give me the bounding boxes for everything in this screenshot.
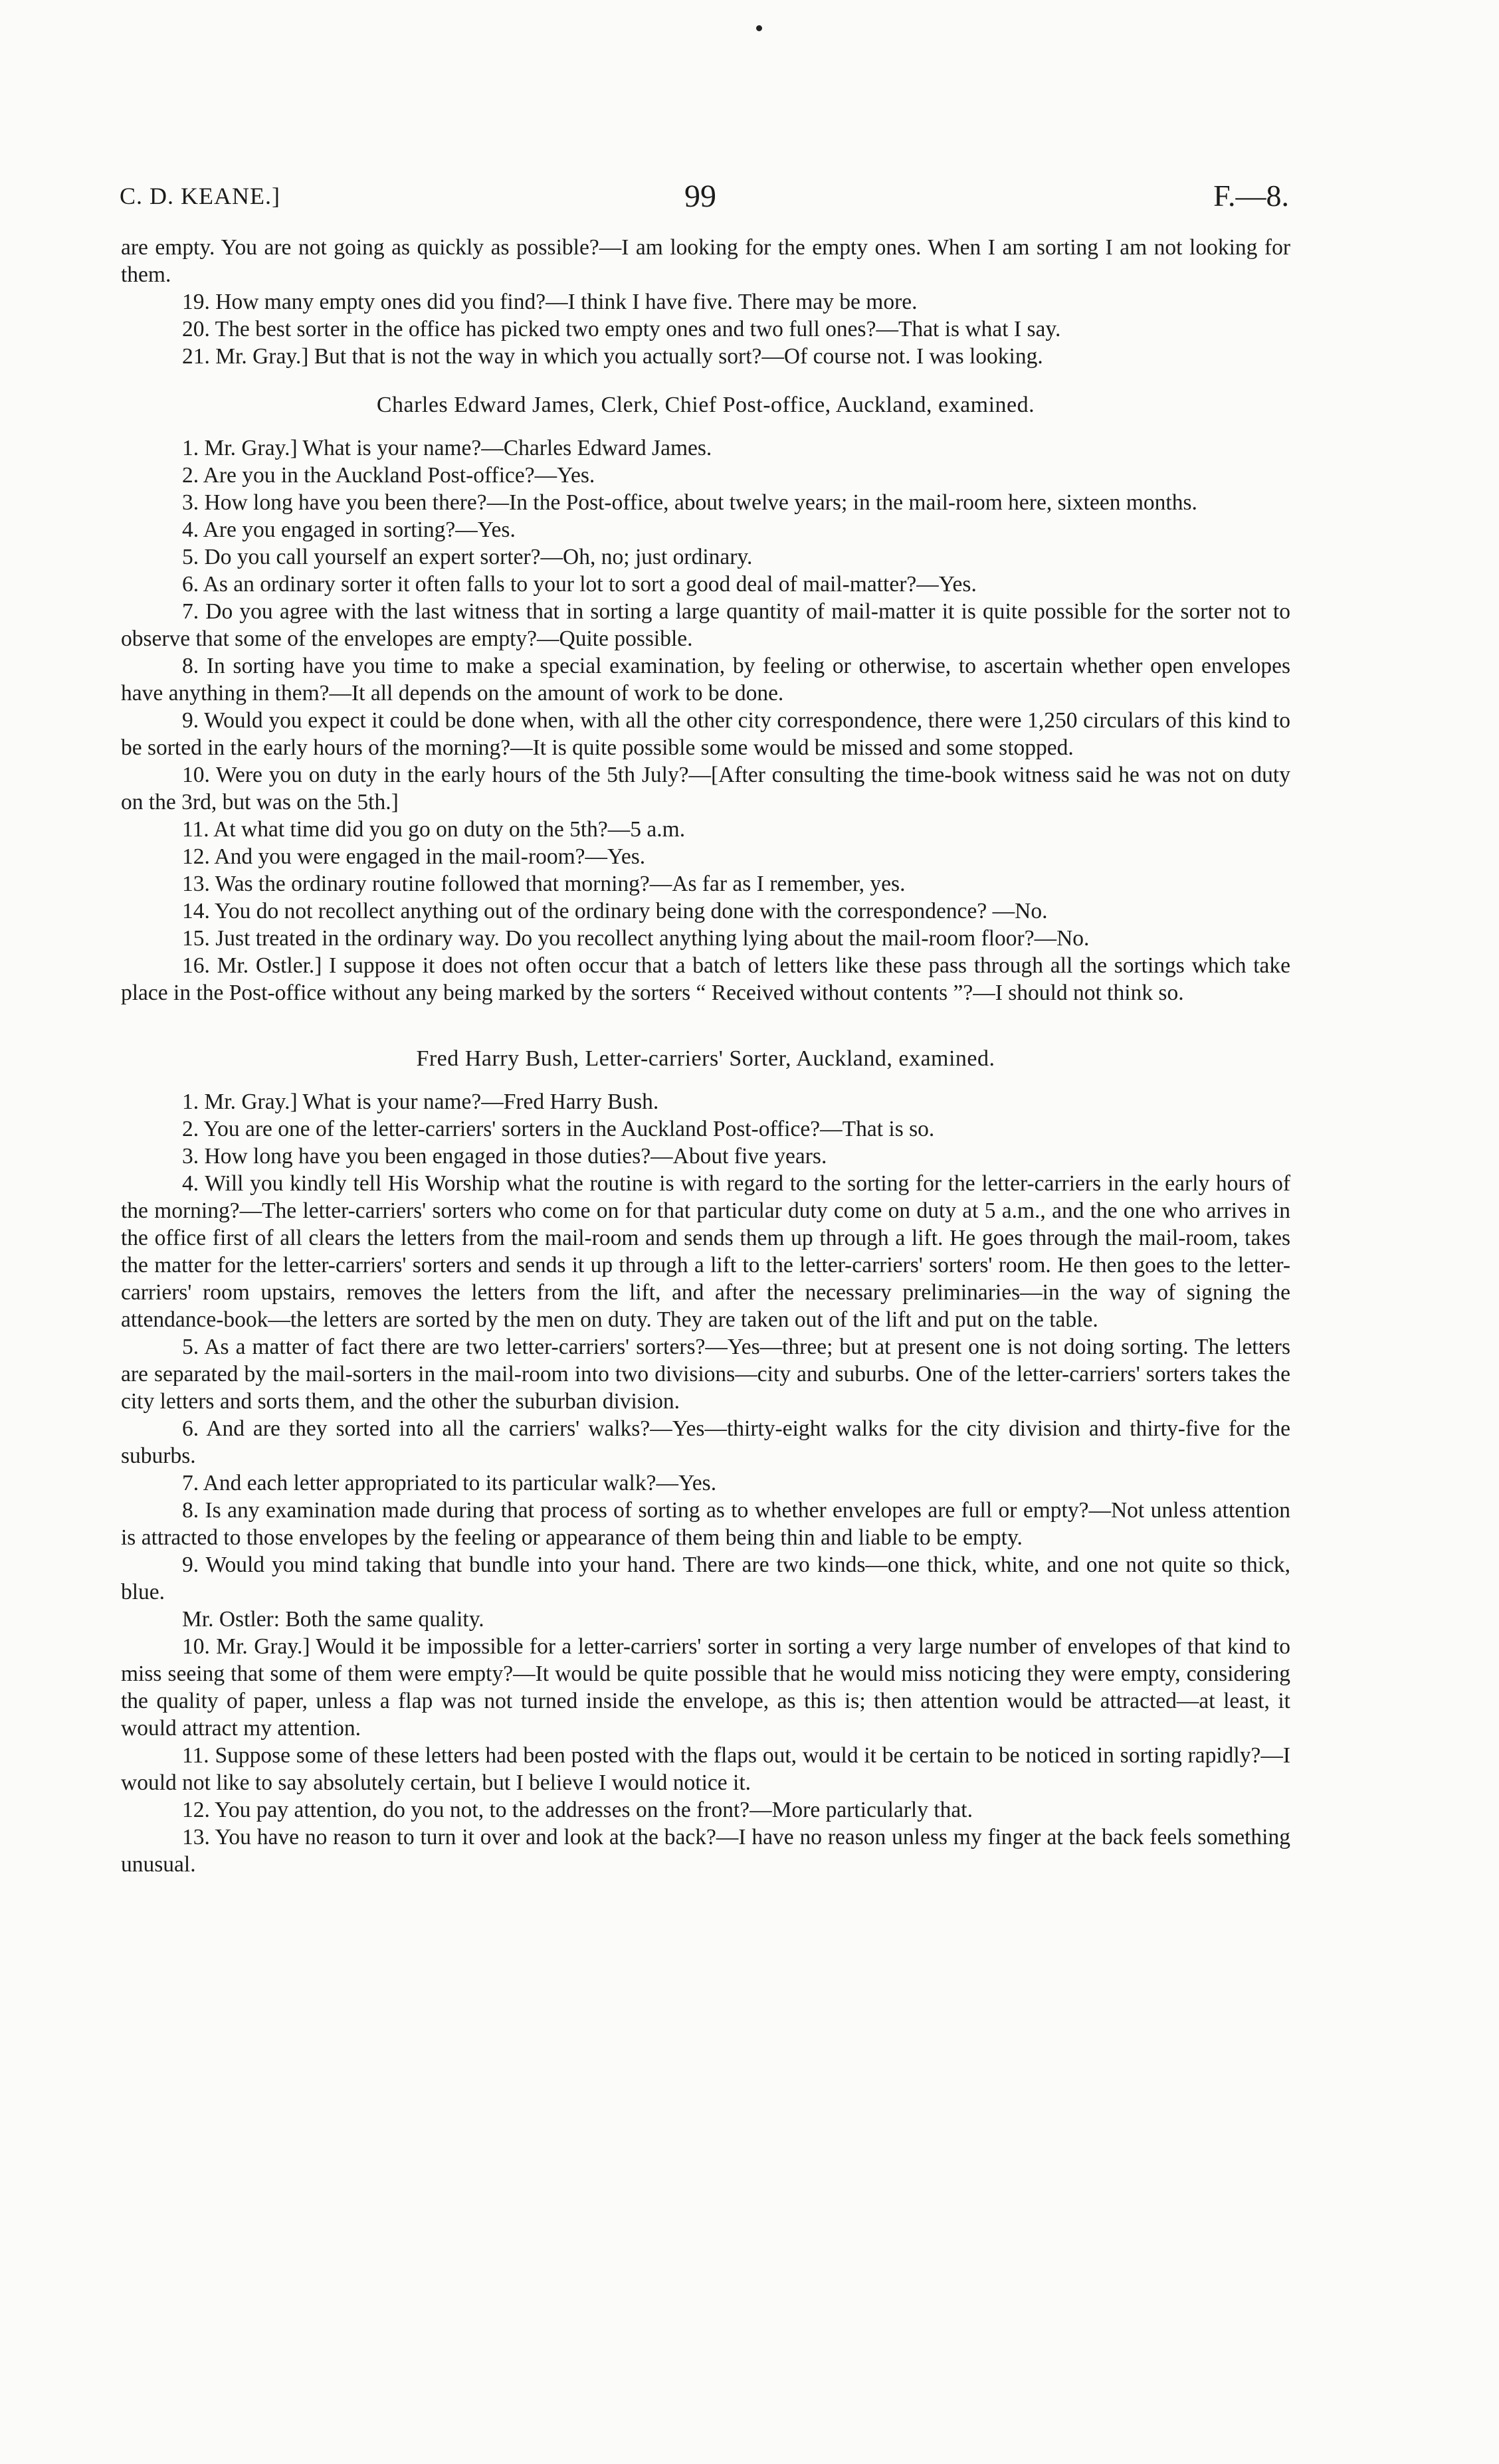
page-header	[120, 178, 1289, 218]
section-title-james: Charles Edward James, Clerk, Chief Post-office, Auckland, examined.	[376, 393, 1035, 417]
testimony-paragraph: 13. Was the ordinary routine followed that morning?—As far as I remember, yes.	[182, 872, 906, 896]
testimony-paragraph: 20. The best sorter in the office has picked two empty ones and two full ones?—That is what I say.	[182, 317, 1061, 341]
testimony-paragraph: 3. How long have you been engaged in those duties?—About five years.	[182, 1144, 827, 1169]
testimony-bush	[121, 1088, 1290, 1878]
section-title-bush: Fred Harry Bush, Letter-carriers' Sorter, Auckland, examined.	[416, 1046, 995, 1071]
testimony-paragraph: 2. You are one of the letter-carriers' sorters in the Auckland Post-office?—That is so.	[182, 1117, 935, 1141]
testimony-paragraph: 19. How many empty ones did you find?—I think I have five. There may be more.	[182, 290, 918, 314]
testimony-paragraph: are empty. You are not going as quickly as possible?—I am looking for the empty ones. When I am sorting I am not looking for them.	[121, 235, 1290, 287]
testimony-paragraph: Mr. Ostler: Both the same quality.	[182, 1607, 484, 1632]
testimony-paragraph: 1. Mr. Gray.] What is your name?—Fred Harry Bush.	[182, 1090, 659, 1114]
testimony-paragraph: 12. And you were engaged in the mail-room?—Yes.	[182, 844, 646, 869]
testimony-paragraph: 2. Are you in the Auckland Post-office?—Yes.	[182, 463, 595, 488]
testimony-paragraph: 21. Mr. Gray.] But that is not the way in which you actually sort?—Of course not. I was looking.	[182, 344, 1043, 369]
testimony-paragraph: 7. And each letter appropriated to its particular walk?—Yes.	[182, 1471, 717, 1495]
testimony-paragraph: 10. Mr. Gray.] Would it be impossible for a letter-carriers' sorter in sorting a very large number of envelopes of that kind to miss seeing that some of them were empty?—It would be quite possible that he would miss noticing they were empty, considering the quality of paper, unless a flap was not turned inside the envelope, as this is; then attention would be attracted—at least, it would attract my attention.	[121, 1634, 1290, 1741]
testimony-paragraph: 5. Do you call yourself an expert sorter?—Oh, no; just ordinary.	[182, 545, 753, 569]
testimony-paragraph: 7. Do you agree with the last witness that in sorting a large quantity of mail-matter it is quite possible for the sorter not to observe that some of the envelopes are empty?—Quite possible.	[121, 599, 1290, 651]
testimony-paragraph: 3. How long have you been there?—In the Post-office, about twelve years; in the mail-room here, sixteen months.	[182, 490, 1197, 515]
testimony-paragraph: 8. Is any examination made during that process of sorting as to whether envelopes are full or empty?—Not unless attention is attracted to those envelopes by the feeling or appearance of them being thin and liable to be empty.	[121, 1498, 1290, 1550]
testimony-paragraph: 6. And are they sorted into all the carriers' walks?—Yes—thirty-eight walks for the city division and thirty-five for the suburbs.	[121, 1416, 1290, 1468]
document-reference: F.—8.	[1213, 179, 1289, 213]
testimony-paragraph: 16. Mr. Ostler.] I suppose it does not often occur that a batch of letters like these pass through all the sortings which take place in the Post-office without any being marked by the sorters “ Received without contents ”?—I should not think so.	[121, 953, 1290, 1005]
testimony-paragraph: 4. Will you kindly tell His Worship what the routine is with regard to the sorting for the letter-carriers in the early hours of the morning?—The letter-carriers' sorters who come on for that particular duty come on duty at 5 a.m., and the one who arrives in the office first of all clears the letters from the mail-room and sends them up through a lift. He goes through the mail-room, takes the matter for the letter-carriers' sorters and sends it up through a lift to the letter-carriers' sorters' room. He then goes to the letter-carriers' room upstairs, removes the letters from the lift, and after the necessary preliminaries—in the way of signing the attendance-book—the letters are sorted by the men on duty. They are taken out of the lift and put on the table.	[121, 1171, 1290, 1332]
testimony-james	[121, 434, 1290, 1006]
header-witness: C. D. KEANE.]	[120, 183, 280, 209]
ink-speck	[756, 25, 762, 31]
intro-testimony	[121, 234, 1290, 370]
page-body	[121, 234, 1290, 1878]
testimony-paragraph: 14. You do not recollect anything out of the ordinary being done with the correspondence? —No.	[182, 899, 1048, 923]
testimony-paragraph: 12. You pay attention, do you not, to the addresses on the front?—More particularly that.	[182, 1798, 973, 1822]
testimony-paragraph: 1. Mr. Gray.] What is your name?—Charles Edward James.	[182, 436, 712, 460]
testimony-paragraph: 6. As an ordinary sorter it often falls to your lot to sort a good deal of mail-matter?—Yes.	[182, 572, 977, 597]
testimony-paragraph: 15. Just treated in the ordinary way. Do you recollect anything lying about the mail-room floor?—No.	[182, 926, 1090, 951]
testimony-paragraph: 5. As a matter of fact there are two letter-carriers' sorters?—Yes—three; but at present one is not doing sorting. The letters are separated by the mail-sorters in the mail-room into two divisions—city and suburbs. One of the letter-carriers' sorters takes the city letters and sorts them, and the other the suburban division.	[121, 1335, 1290, 1414]
testimony-paragraph: 13. You have no reason to turn it over and look at the back?—I have no reason unless my finger at the back feels something unusual.	[121, 1825, 1290, 1877]
testimony-paragraph: 9. Would you expect it could be done when, with all the other city correspondence, there were 1,250 circulars of this kind to be sorted in the early hours of the morning?—It is quite possible some would be missed and some stopped.	[121, 708, 1290, 760]
testimony-paragraph: 4. Are you engaged in sorting?—Yes.	[182, 518, 516, 542]
testimony-paragraph: 9. Would you mind taking that bundle into your hand. There are two kinds—one thick, white, and one not quite so thick, blue.	[121, 1553, 1290, 1604]
page-number: 99	[684, 179, 716, 214]
testimony-paragraph: 11. At what time did you go on duty on the 5th?—5 a.m.	[182, 817, 686, 842]
testimony-paragraph: 11. Suppose some of these letters had been posted with the flaps out, would it be certain to be noticed in sorting rapidly?—I would not like to say absolutely certain, but I believe I would notice it.	[121, 1743, 1290, 1795]
testimony-paragraph: 10. Were you on duty in the early hours of the 5th July?—[After consulting the time-book witness said he was not on duty on the 3rd, but was on the 5th.]	[121, 763, 1290, 814]
testimony-paragraph: 8. In sorting have you time to make a special examination, by feeling or otherwise, to ascertain whether open envelopes have anything in them?—It all depends on the amount of work to be done.	[121, 654, 1290, 706]
